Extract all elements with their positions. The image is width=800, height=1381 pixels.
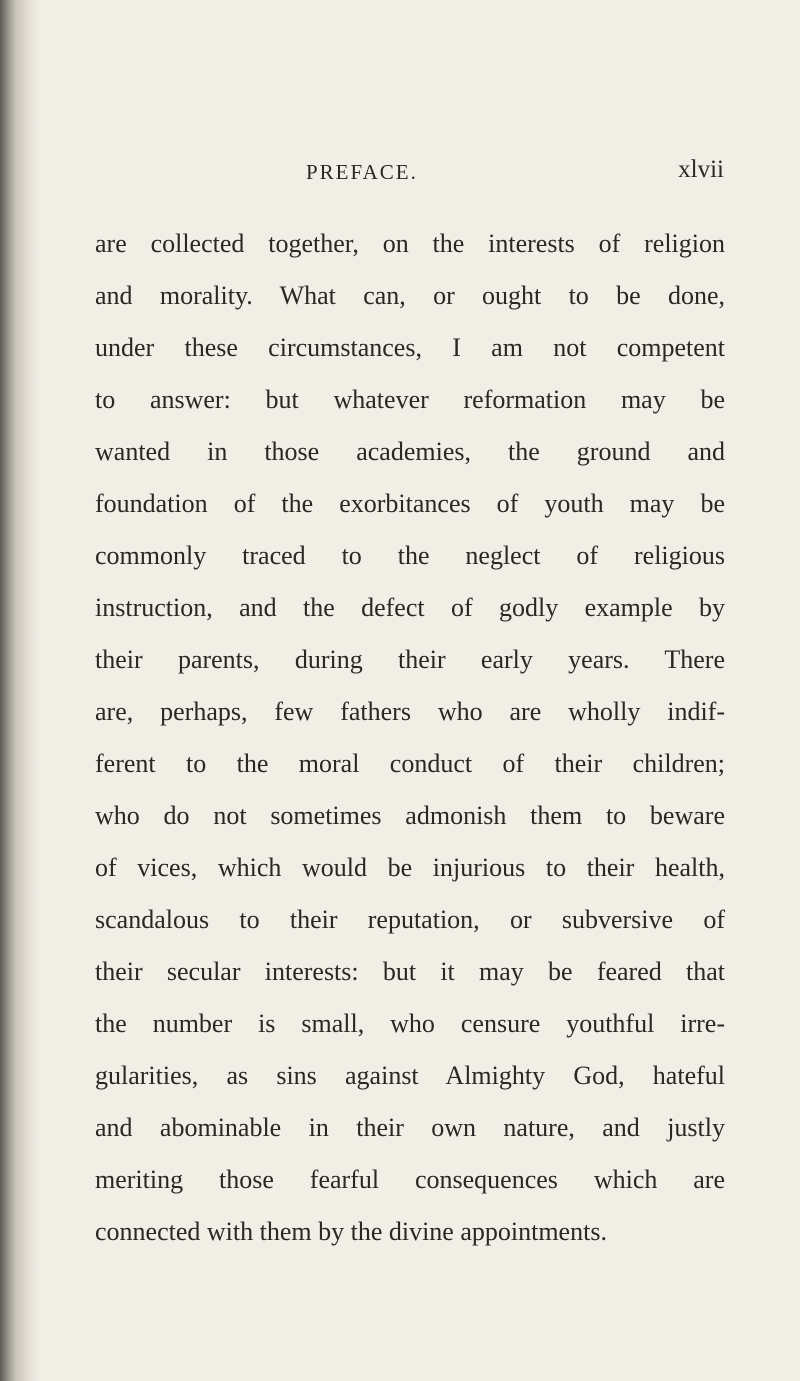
text-line: are, perhaps, few fathers who are wholly indif- — [95, 697, 725, 726]
text-line: commonly traced to the neglect of religious — [95, 541, 725, 570]
running-head — [306, 156, 724, 194]
text-line: their secular interests: but it may be feared that — [95, 957, 725, 986]
text-line: their parents, during their early years. There — [95, 645, 725, 674]
text-line: scandalous to their reputation, or subversive of — [95, 905, 725, 934]
text-line: under these circumstances, I am not competent — [95, 333, 725, 362]
page-number: xlvii — [678, 156, 724, 183]
text-line: foundation of the exorbitances of youth may be — [95, 489, 725, 518]
running-head-title: PREFACE. — [306, 160, 418, 184]
text-line: connected with them by the divine appointments. — [95, 1217, 607, 1246]
text-line: and abominable in their own nature, and justly — [95, 1113, 725, 1142]
text-line: the number is small, who censure youthful irre- — [95, 1009, 725, 1038]
body-text — [95, 218, 725, 1258]
text-line: meriting those fearful consequences which are — [95, 1165, 725, 1194]
text-line: gularities, as sins against Almighty God, hateful — [95, 1061, 725, 1090]
text-line: who do not sometimes admonish them to beware — [95, 801, 725, 830]
text-line: instruction, and the defect of godly example by — [95, 593, 725, 622]
text-line: to answer: but whatever reformation may be — [95, 385, 725, 414]
text-line: and morality. What can, or ought to be done, — [95, 281, 725, 310]
text-line: wanted in those academies, the ground and — [95, 437, 725, 466]
text-line: of vices, which would be injurious to their health, — [95, 853, 725, 882]
text-line: are collected together, on the interests of religion — [95, 229, 725, 258]
text-line: ferent to the moral conduct of their children; — [95, 749, 725, 778]
